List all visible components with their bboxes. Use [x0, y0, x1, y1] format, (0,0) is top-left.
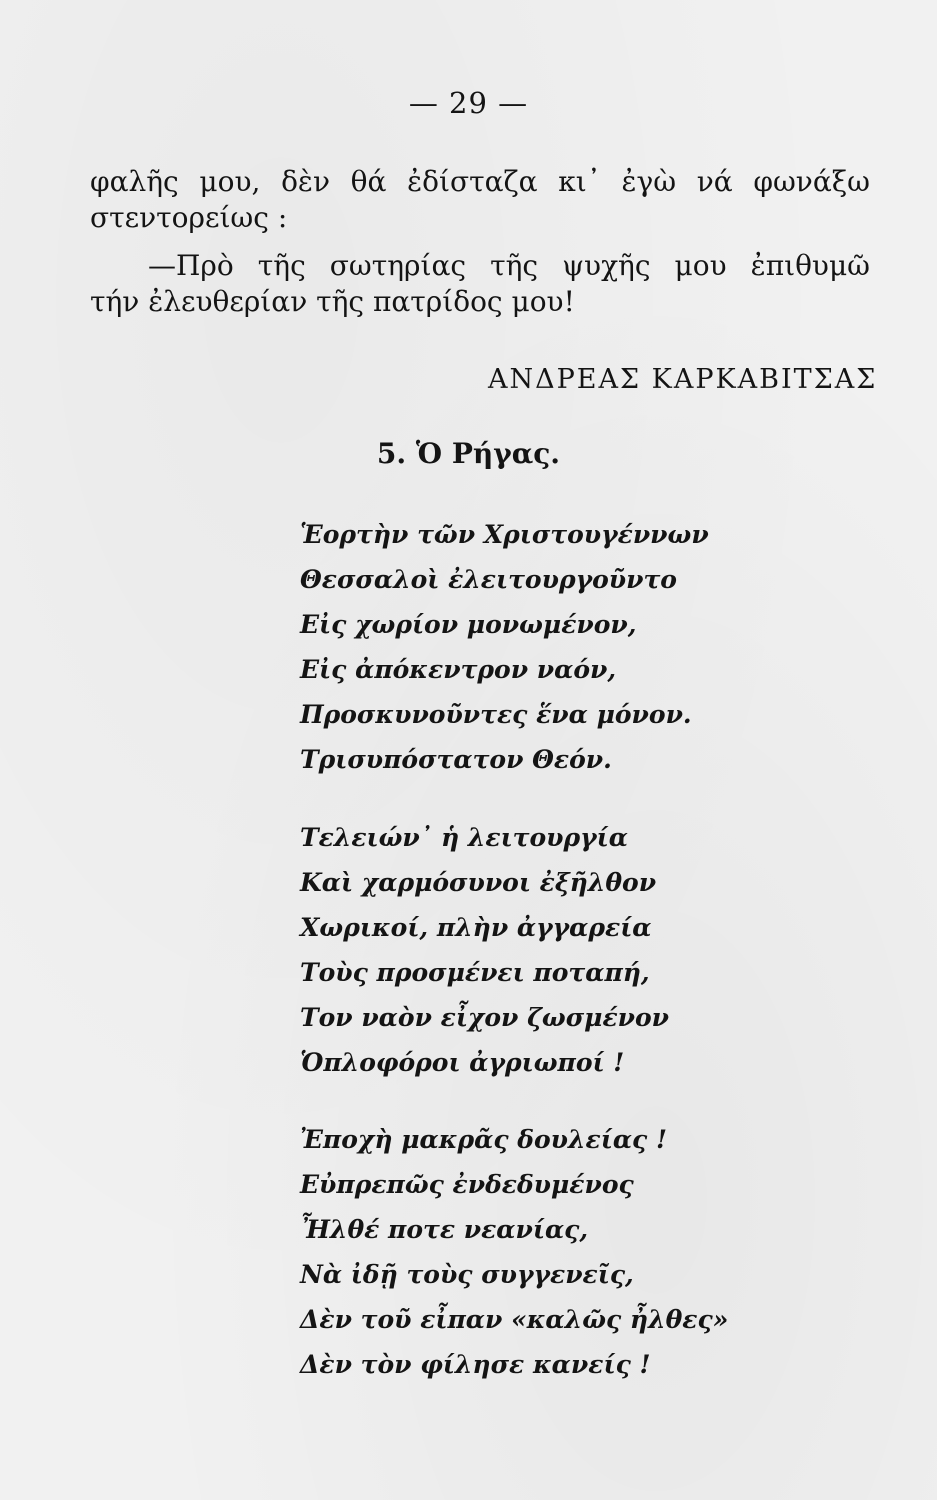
- prose-word: φωνάξω: [753, 165, 870, 198]
- prose-word: —Πρὸ: [148, 249, 234, 282]
- poem-line: Ἐποχὴ μακρᾶς δουλείας !: [300, 1125, 667, 1154]
- prose-word: ἐπιθυμῶ: [750, 249, 870, 282]
- poem-line: Ἦλθέ ποτε νεανίας,: [300, 1215, 589, 1244]
- prose-word: μου,: [199, 165, 261, 198]
- poem-line: Χωρικοί, πλὴν ἀγγαρεία: [300, 913, 652, 942]
- poem-line: Εὐπρεπῶς ἐνδεδυμένος: [300, 1170, 634, 1199]
- prose-line-1: [90, 165, 870, 198]
- prose-line-4: τήν ἐλευθερίαν τῆς πατρίδος μου!: [90, 285, 575, 318]
- poem-title: 5. Ὁ Ρήγας.: [376, 437, 561, 470]
- page-number: — 29 —: [408, 86, 529, 120]
- prose-word: σωτηρίας: [329, 249, 467, 282]
- poem-line: Τοὺς προσμένει ποταπή,: [300, 958, 650, 987]
- poem-line: Εἰς χωρίον μονωμένον,: [300, 610, 637, 639]
- prose-word: νά: [696, 165, 733, 198]
- prose-word: τῆς: [490, 249, 539, 282]
- prose-word: μου: [674, 249, 727, 282]
- prose-line-2: στεντορείως :: [90, 201, 288, 234]
- prose-word: ἐδίσταζα: [407, 165, 538, 198]
- poem-line: Εἰς ἀπόκεντρον ναόν,: [300, 655, 617, 684]
- poem-line: Τον ναὸν εἶχον ζωσμένον: [300, 1003, 670, 1032]
- prose-word: δὲν: [281, 165, 330, 198]
- prose-word: κι᾽: [558, 165, 601, 198]
- stanza-2: [300, 815, 760, 1085]
- prose-word: τῆς: [257, 249, 306, 282]
- prose-line-3: [148, 249, 870, 282]
- poem-line: Ἑορτὴν τῶν Χριστουγέννων: [300, 520, 709, 549]
- author-signature: ΑΝΔΡΕΑΣ ΚΑΡΚΑΒΙΤΣΑΣ: [488, 364, 878, 395]
- poem-line: Δὲν τὸν φίλησε κανείς !: [300, 1350, 651, 1379]
- prose-word: ἐγὼ: [621, 165, 677, 198]
- prose-word: φαλῆς: [90, 165, 179, 198]
- poem-line: Προσκυνοῦντες ἕνα μόνον.: [300, 700, 692, 729]
- stanza-1: [300, 512, 760, 782]
- poem-line: Ὁπλοφόροι ἀγριωποί !: [300, 1048, 625, 1077]
- poem-line: Νὰ ἰδῇ τοὺς συγγενεῖς,: [300, 1260, 634, 1289]
- poem-line: Τελειών᾽ ἡ λειτουργία: [300, 823, 628, 852]
- poem-line: Δὲν τοῦ εἶπαν «καλῶς ἦλθες»: [300, 1305, 729, 1334]
- prose-word: ψυχῆς: [562, 249, 651, 282]
- poem-line: Καὶ χαρμόσυνοι ἐξῆλθον: [300, 868, 657, 897]
- poem-line: Τρισυπόστατον Θεόν.: [300, 745, 612, 774]
- prose-word: θά: [350, 165, 387, 198]
- poem-line: Θεσσαλοὶ ἐλειτουργοῦντο: [300, 565, 677, 594]
- stanza-3: [300, 1117, 760, 1387]
